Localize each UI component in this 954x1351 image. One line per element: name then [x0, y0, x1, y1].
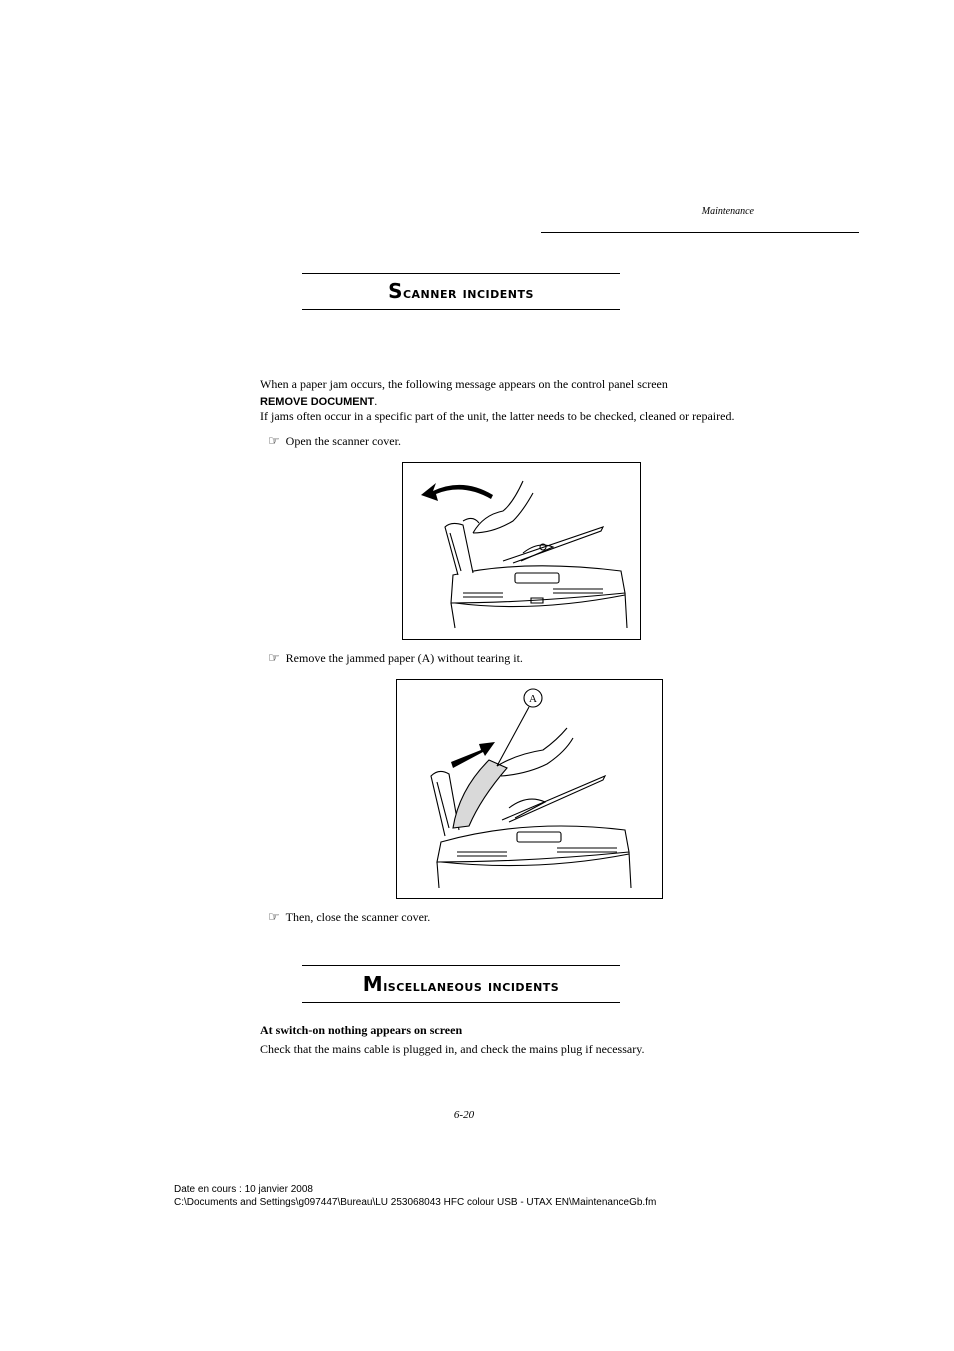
step-open-cover — [268, 434, 401, 449]
label-a: A — [529, 693, 537, 705]
message-suffix: . — [374, 394, 378, 408]
step-remove-paper — [268, 651, 523, 666]
title-initial: S — [388, 279, 403, 303]
title-rest: canner incidents — [402, 284, 534, 302]
panel-message: REMOVE DOCUMENT — [260, 396, 375, 408]
misc-body: Check that the mains cable is plugged in, and check the mains plug if necessary. — [260, 1042, 645, 1056]
message-line — [260, 394, 377, 409]
step-text: Remove the jammed paper (A) without tearing it. — [285, 651, 523, 665]
title-initial: M — [362, 972, 384, 996]
printer-jam-illustration — [397, 680, 662, 898]
pointing-hand-icon: ☞ — [268, 910, 280, 925]
figure-open-scanner-cover — [402, 462, 641, 640]
pointing-hand-icon: ☞ — [268, 651, 280, 666]
header-rule — [541, 232, 859, 233]
step-text: Open the scanner cover. — [285, 434, 401, 448]
footer-path: C:\Documents and Settings\g097447\Bureau\LU 253068043 HFC colour USB - UTAX EN\MaintenanceGb.fm — [174, 1197, 657, 1208]
page-number: 6-20 — [453, 1109, 475, 1121]
figure-remove-jammed-paper — [396, 679, 663, 899]
step-text: Then, close the scanner cover. — [285, 910, 431, 924]
printer-open-cover-illustration — [403, 463, 640, 639]
section-title-scanner — [302, 273, 620, 310]
sub-heading-switch-on: At switch-on nothing appears on screen — [260, 1023, 463, 1037]
title-rest: iscellaneous incidents — [383, 977, 560, 995]
pointing-hand-icon: ☞ — [268, 434, 280, 449]
step-close-cover — [268, 910, 430, 925]
intro-line-2: If jams often occur in a specific part of the unit, the latter needs to be checked, cleaned or repaired. — [260, 409, 735, 423]
section-title-miscellaneous — [302, 965, 620, 1003]
footer-date: Date en cours : 10 janvier 2008 — [174, 1184, 313, 1195]
running-head: Maintenance — [701, 206, 754, 217]
intro-line-1: When a paper jam occurs, the following message appears on the control panel screen — [260, 377, 668, 391]
